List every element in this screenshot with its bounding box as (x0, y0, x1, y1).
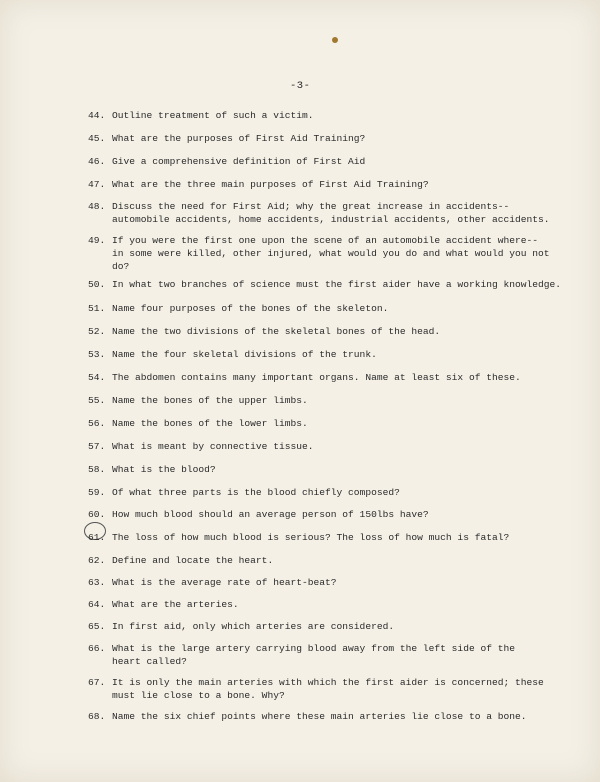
question-number: 49. (88, 235, 106, 246)
question-number: 55. (88, 395, 106, 406)
question-item (88, 325, 558, 338)
question-item (88, 642, 558, 668)
question-text-continued: do? (112, 261, 130, 272)
question-text: What is the large artery carrying blood away from the left side of the (112, 643, 516, 654)
question-text: What is the average rate of heart-beat? (112, 577, 337, 588)
question-item (88, 463, 558, 476)
question-text-continued: in some were killed, other injured, what would you do and what would you not (112, 248, 550, 259)
question-item (88, 371, 558, 384)
question-text: In first aid, only which arteries are considered. (112, 621, 395, 632)
question-item (88, 440, 558, 453)
question-item (88, 348, 558, 361)
question-item (88, 417, 558, 430)
question-number: 46. (88, 156, 106, 167)
question-item (88, 200, 558, 226)
question-text: What is meant by connective tissue. (112, 441, 314, 452)
question-text: What are the purposes of First Aid Training? (112, 133, 366, 144)
question-number: 60. (88, 509, 106, 520)
question-number: 44. (88, 110, 106, 121)
question-text: Define and locate the heart. (112, 555, 274, 566)
question-number: 54. (88, 372, 106, 383)
question-item (88, 132, 558, 145)
question-item (88, 109, 558, 122)
question-number: 56. (88, 418, 106, 429)
question-item (88, 155, 558, 168)
question-item (88, 676, 558, 702)
question-text: What are the three main purposes of First Aid Training? (112, 179, 429, 190)
question-text: The abdomen contains many important organs. Name at least six of these. (112, 372, 521, 383)
question-item (88, 508, 558, 521)
question-number: 64. (88, 599, 106, 610)
question-text-continued: must lie close to a bone. Why? (112, 690, 285, 701)
question-item (88, 278, 562, 291)
question-text: Name the bones of the lower limbs. (112, 418, 308, 429)
question-number: 67. (88, 677, 106, 688)
question-text: Name the two divisions of the skeletal bones of the head. (112, 326, 441, 337)
question-item (88, 178, 558, 191)
question-text: In what two branches of science must the first aider have a working knowledge. (112, 279, 562, 290)
question-number: 62. (88, 555, 106, 566)
question-text: Discuss the need for First Aid; why the great increase in accidents-- (112, 201, 510, 212)
question-number: 53. (88, 349, 106, 360)
question-text: What are the arteries. (112, 599, 239, 610)
question-number: 65. (88, 621, 106, 632)
question-text: Outline treatment of such a victim. (112, 110, 314, 121)
question-number: 48. (88, 201, 106, 212)
question-item (88, 554, 558, 567)
question-text: Name the six chief points where these main arteries lie close to a bone. (112, 711, 527, 722)
question-text: The loss of how much blood is serious? The loss of how much is fatal? (112, 532, 510, 543)
question-number: 52. (88, 326, 106, 337)
question-text: It is only the main arteries with which the first aider is concerned; these (112, 677, 544, 688)
punch-hole (332, 37, 338, 43)
question-text-continued: automobile accidents, home accidents, industrial accidents, other accidents. (112, 214, 550, 225)
question-number: 45. (88, 133, 106, 144)
question-number: 47. (88, 179, 106, 190)
page-number: -3- (290, 80, 311, 92)
question-item (88, 710, 558, 723)
question-number: 66. (88, 643, 106, 654)
question-number: 51. (88, 303, 106, 314)
question-text: Of what three parts is the blood chiefly composed? (112, 487, 400, 498)
question-text: Name the bones of the upper limbs. (112, 395, 308, 406)
question-text: What is the blood? (112, 464, 216, 475)
question-text-continued: heart called? (112, 656, 187, 667)
question-number: 63. (88, 577, 106, 588)
question-number: 68. (88, 711, 106, 722)
question-number: 58. (88, 464, 106, 475)
question-text: Name four purposes of the bones of the skeleton. (112, 303, 389, 314)
question-number: 61. (88, 532, 106, 543)
question-number: 50. (88, 279, 106, 290)
question-item (88, 531, 558, 544)
question-item (88, 486, 558, 499)
question-item (88, 234, 558, 273)
question-text: Give a comprehensive definition of First Aid (112, 156, 366, 167)
question-item (88, 394, 558, 407)
question-item (88, 620, 558, 633)
question-text: How much blood should an average person of 150lbs have? (112, 509, 429, 520)
question-number: 59. (88, 487, 106, 498)
question-text: If you were the first one upon the scene of an automobile accident where-- (112, 235, 539, 246)
question-item (88, 302, 558, 315)
question-item (88, 598, 558, 611)
question-text: Name the four skeletal divisions of the trunk. (112, 349, 377, 360)
question-item (88, 576, 558, 589)
question-number: 57. (88, 441, 106, 452)
